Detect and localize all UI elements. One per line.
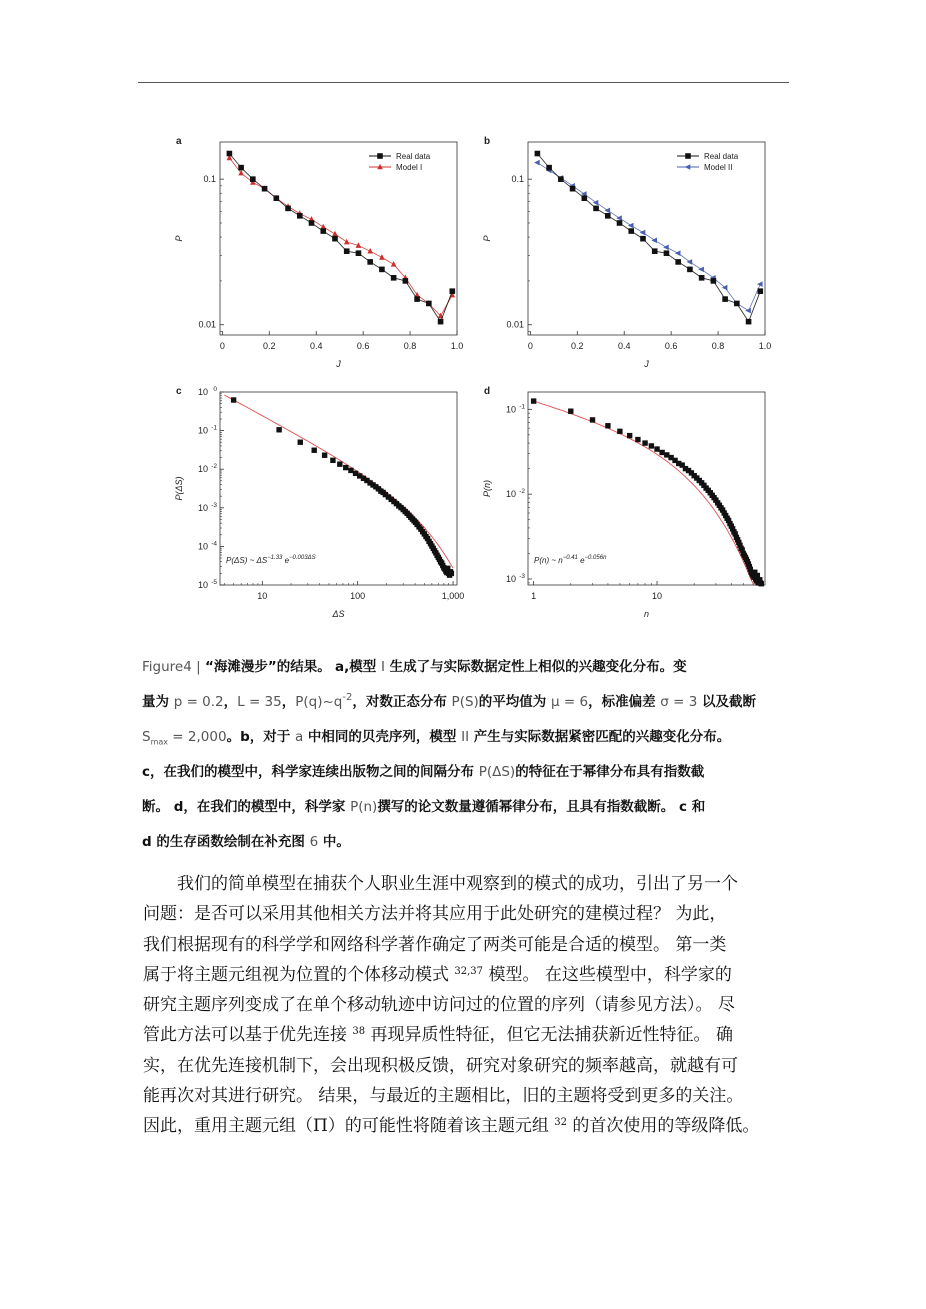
caption-param-smax-value: = 2,000 <box>168 729 227 745</box>
y-tick-label: 10 <box>505 489 516 500</box>
data-point <box>568 409 573 414</box>
data-point <box>262 186 268 192</box>
data-point <box>297 213 303 219</box>
caption-text: 生成了与实际数据定性上相似的兴趣变化分布。变 <box>384 659 687 675</box>
body-text: 属于将主题元组视为位置的个体移动模式 <box>143 964 455 985</box>
chart-panel-d <box>468 380 788 630</box>
caption-param-l: L = 35 <box>237 694 282 710</box>
chart-panel-b <box>468 130 788 380</box>
data-point <box>711 278 717 284</box>
citation-superscript: 38 <box>352 1026 366 1038</box>
legend-marker <box>685 164 691 170</box>
data-point <box>654 446 659 451</box>
data-point <box>337 461 342 466</box>
x-tick-label: 0 <box>527 341 533 351</box>
data-point <box>285 206 291 212</box>
data-point <box>332 231 338 237</box>
data-point <box>344 239 350 245</box>
panel-letter: b <box>484 136 491 147</box>
y-tick-exponent: -4 <box>211 540 217 548</box>
data-point <box>759 581 764 586</box>
caption-model-i: I <box>380 659 385 675</box>
data-point <box>593 206 599 212</box>
caption-fig-label: Figure4 | <box>142 659 205 675</box>
y-tick-exponent: -3 <box>211 501 217 509</box>
legend-marker <box>377 164 383 170</box>
y-tick-label: 10 <box>197 387 208 397</box>
data-point <box>675 259 681 265</box>
data-point <box>391 261 397 267</box>
data-point <box>675 250 681 256</box>
caption-title: “海滩漫步”的结果。 <box>204 659 331 675</box>
body-line-6 <box>143 1020 791 1050</box>
fit-formula-exponent: −0.003ΔS <box>289 555 316 561</box>
x-tick-label: 0.4 <box>617 341 631 351</box>
data-point <box>356 250 362 256</box>
data-point <box>450 288 456 294</box>
data-point <box>322 453 327 458</box>
y-tick-label: 10 <box>197 502 208 513</box>
y-axis-label: P <box>482 235 492 242</box>
y-tick-label: 0.01 <box>506 319 524 330</box>
x-tick-label: 0.8 <box>711 341 725 351</box>
caption-param-pq: P(q)~q <box>295 694 343 710</box>
data-point <box>746 319 752 325</box>
x-axis-label: ΔS <box>332 609 345 619</box>
data-point <box>628 228 634 234</box>
caption-text: 的生存函数绘制在补充图 <box>151 834 310 850</box>
y-tick-label: 10 <box>197 464 208 475</box>
x-tick-label: 1.0 <box>758 341 772 351</box>
caption-text: ，在我们的模型中，科学家 <box>183 799 351 815</box>
caption-param-sigma: σ = 3 <box>660 694 698 710</box>
x-tick-label: 0.2 <box>571 341 584 351</box>
caption-text: ， <box>223 694 238 710</box>
fit-formula <box>226 555 316 565</box>
data-point <box>344 248 350 254</box>
caption-text: 中。 <box>318 834 350 850</box>
data-point <box>590 417 595 422</box>
data-point <box>348 468 353 473</box>
data-point <box>640 236 646 242</box>
body-text: 模型。 在这些模型中，科学家的 <box>483 964 732 985</box>
chart-panel-c <box>160 380 480 630</box>
data-point <box>227 151 233 157</box>
figure-caption <box>142 650 790 860</box>
caption-text: ，对数正态分布 <box>352 694 452 710</box>
chart-panel-a <box>160 130 480 380</box>
caption-line-5 <box>142 790 790 825</box>
y-tick-label: 0.1 <box>203 174 216 185</box>
data-point <box>330 458 335 463</box>
data-point <box>546 165 552 171</box>
caption-param-pn: P(n) <box>350 799 378 815</box>
caption-text: 的平均值为 <box>478 694 551 710</box>
caption-panel-a-label: a, <box>335 659 350 675</box>
header-rule <box>138 82 789 83</box>
caption-text: ，对于 <box>249 729 295 745</box>
data-point <box>379 254 385 260</box>
data-point <box>722 296 728 302</box>
fit-formula-mid: e <box>577 556 585 565</box>
data-point <box>664 250 670 256</box>
citation-superscript: 32,37 <box>454 965 484 977</box>
caption-text: ， <box>281 694 296 710</box>
caption-param-smax-sub: max <box>150 737 169 747</box>
y-tick-label: 10 <box>197 580 208 590</box>
body-text: 再现异质性特征，但它无法捕获新近性特征。 确 <box>365 1025 733 1046</box>
caption-text: 中相同的贝壳序列，模型 <box>303 729 462 745</box>
x-tick-label: 0.2 <box>263 341 276 351</box>
caption-line-1 <box>142 650 790 685</box>
data-point <box>582 195 588 201</box>
fit-formula-lhs: P(n) ~ n <box>534 556 563 565</box>
fit-formula-exponent: −0.056n <box>584 555 607 561</box>
data-point <box>649 443 654 448</box>
body-line-4 <box>143 960 791 990</box>
data-point <box>426 301 432 307</box>
data-point <box>414 296 420 302</box>
caption-param-ps: P(S) <box>451 694 479 710</box>
data-point <box>367 248 373 254</box>
data-point <box>652 248 658 254</box>
data-point <box>379 267 385 273</box>
data-point <box>276 427 281 432</box>
body-text: 因此，重用主题元组（Π）的可能性将随着该主题元组 <box>143 1116 555 1137</box>
caption-text: ，标准偏差 <box>588 694 661 710</box>
body-line-3: 我们根据现有的科学学和网络科学著作确定了两类可能是合适的模型。 第一类 <box>143 934 727 955</box>
x-tick-label: 0.8 <box>403 341 417 351</box>
y-tick-label: 10 <box>197 425 208 436</box>
fit-formula-exponent: −1.33 <box>267 555 283 561</box>
body-line-5: 研究主题序列变成了在单个移动轨迹中访问过的位置的序列（请参见方法）。 尽 <box>143 995 735 1016</box>
data-point <box>663 245 669 251</box>
panel-letter: a <box>176 136 182 147</box>
data-point <box>687 267 693 273</box>
caption-model-ii: II <box>461 729 470 745</box>
x-tick-label: 10 <box>652 591 663 601</box>
data-point <box>367 259 373 265</box>
fit-formula-exponent: −0.41 <box>562 555 578 561</box>
body-line-1: 我们的简单模型在捕获个人职业生涯中观察到的模式的成功，引出了另一个 <box>177 874 738 894</box>
caption-param-pq-exp: -2 <box>342 692 353 703</box>
caption-line-4 <box>142 755 790 790</box>
data-point <box>659 450 664 455</box>
legend-marker <box>377 153 383 159</box>
caption-line-6 <box>142 825 790 860</box>
y-tick-label: 10 <box>505 574 516 585</box>
caption-param-p: p = 0.2 <box>173 694 224 710</box>
body-line-8: 能再次对其进行研究。 结果，与最近的主题相比，旧的主题将受到更多的关注。 <box>143 1086 744 1107</box>
data-point <box>312 448 317 453</box>
caption-param-pds: P(ΔS) <box>478 764 516 780</box>
data-point <box>758 288 764 294</box>
y-tick-exponent: -1 <box>519 403 525 411</box>
y-axis-label: P(n) <box>482 479 492 498</box>
caption-panel-c-label: c <box>142 764 151 780</box>
data-point <box>391 275 397 281</box>
caption-text: 和 <box>687 799 706 815</box>
caption-text: 断。 <box>142 799 174 815</box>
x-tick-label: 0.6 <box>356 341 370 351</box>
data-point <box>534 160 540 166</box>
data-point <box>231 397 236 402</box>
y-axis-label: P <box>174 235 184 242</box>
legend-label: Model II <box>704 163 733 172</box>
caption-text: 以及截断 <box>697 694 757 710</box>
x-axis-label: J <box>336 359 341 369</box>
x-tick-label: 0 <box>219 341 225 351</box>
x-tick-label: 100 <box>350 591 366 601</box>
body-paragraph <box>143 869 791 1142</box>
data-point <box>238 165 244 171</box>
caption-fig-number: 6 <box>309 834 319 850</box>
data-point <box>635 437 640 442</box>
y-axis-label: P(ΔS) <box>174 476 184 501</box>
body-line-2: 问题：是否可以采用其他相关方法并将其应用于此处研究的建模过程？ 为此， <box>143 904 727 925</box>
y-tick-exponent: 0 <box>213 386 217 393</box>
x-tick-label: 1,000 <box>441 591 465 601</box>
y-tick-exponent: -2 <box>519 488 525 496</box>
panel-letter: d <box>484 386 491 397</box>
legend-label: Real data <box>704 152 739 161</box>
caption-line-3 <box>142 720 790 755</box>
data-point <box>449 571 454 576</box>
data-point <box>699 275 705 281</box>
caption-text: 产生与实际数据紧密匹配的兴趣变化分布。 <box>469 729 731 745</box>
citation-superscript: 32 <box>554 1117 567 1129</box>
data-point <box>640 230 646 236</box>
data-point <box>627 433 632 438</box>
data-point <box>298 440 303 445</box>
caption-text: 量为 <box>142 694 174 710</box>
fit-curve <box>224 395 453 568</box>
body-line-9 <box>143 1111 791 1141</box>
legend-label: Model I <box>396 163 423 172</box>
caption-ref-d: d <box>142 834 152 850</box>
data-point <box>320 228 326 234</box>
panel-letter: c <box>176 386 182 397</box>
caption-text: 模型 <box>349 659 381 675</box>
data-point <box>531 398 536 403</box>
x-axis-label: n <box>643 609 650 619</box>
fit-formula-mid: e <box>282 556 290 565</box>
data-point <box>558 176 564 182</box>
caption-param-mu: μ = 6 <box>551 694 589 710</box>
caption-ref-c: c <box>679 799 688 815</box>
fit-formula <box>534 555 607 565</box>
x-axis-label: J <box>644 359 649 369</box>
y-tick-exponent: -1 <box>211 424 217 432</box>
data-point <box>535 151 541 157</box>
legend-marker <box>685 153 691 159</box>
caption-text: ，在我们的模型中，科学家连续出版物之间的间隔分布 <box>150 764 479 780</box>
x-tick-label: 10 <box>257 591 268 601</box>
caption-panel-d-label: d <box>173 799 184 815</box>
legend-label: Real data <box>396 152 431 161</box>
data-point <box>250 176 256 182</box>
caption-text: 的特征在于幂律分布具有指数截 <box>515 764 705 780</box>
x-tick-label: 0.4 <box>309 341 323 351</box>
y-tick-label: 10 <box>505 404 516 415</box>
data-point <box>617 429 622 434</box>
y-tick-exponent: -5 <box>211 579 217 586</box>
data-point <box>438 319 444 325</box>
series-line-model <box>229 158 452 316</box>
data-point <box>343 465 348 470</box>
data-point <box>403 278 409 284</box>
x-tick-label: 1.0 <box>450 341 464 351</box>
y-tick-label: 0.1 <box>511 174 524 185</box>
data-point <box>617 220 623 226</box>
y-tick-label: 0.01 <box>198 319 216 330</box>
data-point <box>332 236 338 242</box>
caption-text: 撰写的论文数量遵循幂律分布，且具有指数截断。 <box>377 799 680 815</box>
x-tick-label: 0.6 <box>664 341 678 351</box>
caption-panel-b-label: b <box>240 729 250 745</box>
data-point <box>605 213 611 219</box>
caption-param-smax: S <box>142 729 151 745</box>
data-point <box>734 301 740 307</box>
body-text: 管此方法可以基于优先连接 <box>143 1025 353 1046</box>
y-tick-exponent: -2 <box>211 463 217 471</box>
caption-ref-a: a <box>294 729 304 745</box>
caption-line-2 <box>142 685 790 720</box>
fit-formula-lhs: P(ΔS) ~ ΔS <box>226 556 268 565</box>
x-tick-label: 1 <box>531 591 537 601</box>
y-tick-exponent: -3 <box>519 573 525 581</box>
data-point <box>605 423 610 428</box>
body-line-7: 实，在优先连接机制下，会出现积极反馈，研究对象研究的频率越高，就越有可 <box>143 1055 738 1076</box>
data-point <box>274 195 280 201</box>
data-point <box>642 440 647 445</box>
caption-text: 。 <box>226 729 241 745</box>
y-tick-label: 10 <box>197 541 208 552</box>
data-point <box>309 220 315 226</box>
body-text: 的首次使用的等级降低。 <box>566 1116 760 1137</box>
data-point <box>570 186 576 192</box>
